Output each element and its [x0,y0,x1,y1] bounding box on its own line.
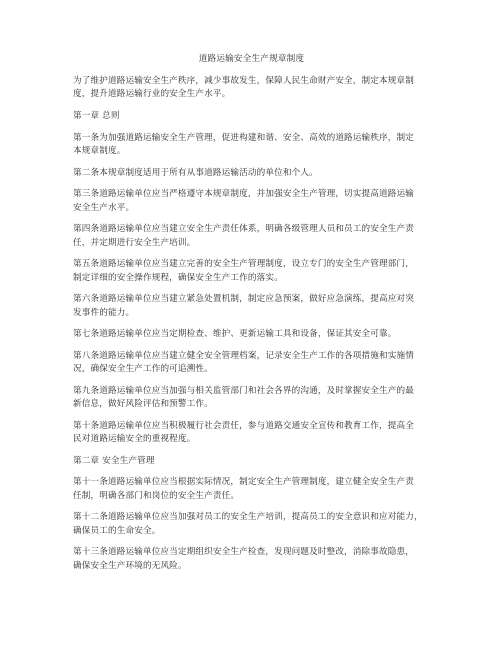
paragraph-line: 第七条道路运输单位应当定期检查、维护、更新运输工具和设备，保证其安全可靠。 [73,329,397,340]
paragraph-line: 制定详细的安全操作规程，确保安全生产工作的落实。 [73,272,283,283]
document-body [73,75,430,573]
paragraph [73,223,430,250]
paragraph [73,75,430,102]
paragraph-line: 第八条道路运输单位应当建立健全安全管理档案，记录安全生产工作的各项措施和实施情 [73,350,415,361]
paragraph-line: 况，确保安全生产工作的可追溯性。 [73,364,213,375]
paragraph-line: 第十条道路运输单位应当积极履行社会责任，参与道路交通安全宣传和教育工作，提高全 [73,420,415,431]
paragraph [73,385,430,412]
paragraph [73,110,430,123]
paragraph-line: 确保安全生产环境的无风险。 [73,560,187,571]
paragraph [73,420,430,447]
paragraph-line: 任制，明确各部门和岗位的安全生产责任。 [73,490,240,501]
paragraph-line: 第五条道路运输单位应当建立完善的安全生产管理制度，设立专门的安全生产管理部门， [73,259,415,270]
paragraph [73,132,430,159]
paragraph-line: 第四条道路运输单位应当建立安全生产责任体系，明确各级管理人员和员工的安全生产责 [73,224,415,235]
paragraph-line: 安全生产水平。 [73,202,135,213]
paragraph-line: 第十二条道路运输单位应当加强对员工的安全生产培训，提高员工的安全意识和应对能力， [73,512,423,523]
paragraph [73,350,430,377]
paragraph-line: 确保员工的生命安全。 [73,525,161,536]
paragraph [73,511,430,538]
paragraph [73,258,430,285]
paragraph-line: 本规章制度。 [73,146,126,156]
paragraph-line: 任，并定期进行安全生产培训。 [73,237,196,248]
paragraph [73,546,430,573]
paragraph-line: 第六条道路运输单位应当建立紧急处置机制，制定应急预案，做好应急演练，提高应对突 [73,294,415,305]
paragraph-line: 第九条道路运输单位应当加强与相关监管部门和社会各界的沟通，及时掌握安全生产的最 [73,385,415,396]
paragraph [73,455,430,468]
paragraph-line: 新信息，做好风险评估和预警工作。 [73,399,213,410]
paragraph-line: 第三条道路运输单位应当严格遵守本规章制度，并加强安全生产管理，切实提高道路运输 [73,189,415,200]
paragraph-line: 第一章 总则 [73,111,120,121]
paragraph [73,328,430,341]
paragraph-line: 为了维护道路运输安全生产秩序，减少事故发生，保障人民生命财产安全，制定本规章制 [73,76,415,86]
paragraph-line: 度，提升道路运输行业的安全生产水平。 [73,89,231,100]
paragraph-line: 第十三条道路运输单位应当定期组织安全生产检查，发现问题及时整改，消除事故隐患， [73,547,415,558]
paragraph-line: 第十一条道路运输单位应当根据实际情况，制定安全生产管理制度，建立健全安全生产责 [73,477,415,488]
paragraph [73,167,430,180]
paragraph [73,293,430,320]
paragraph-line: 第二条本规章制度适用于所有从事道路运输活动的单位和个人。 [73,167,318,178]
document-title: 道路运输安全生产规章制度 [198,54,305,64]
paragraph [73,476,430,503]
paragraph-line: 第一条为加强道路运输安全生产管理，促进构建和谐、安全、高效的道路运输秩序，制定 [73,132,415,143]
paragraph [73,188,430,215]
paragraph-line: 发事件的能力。 [73,307,135,318]
paragraph-line: 第二章 安全生产管理 [73,455,155,466]
paragraph-line: 民对道路运输安全的重视程度。 [73,434,196,445]
